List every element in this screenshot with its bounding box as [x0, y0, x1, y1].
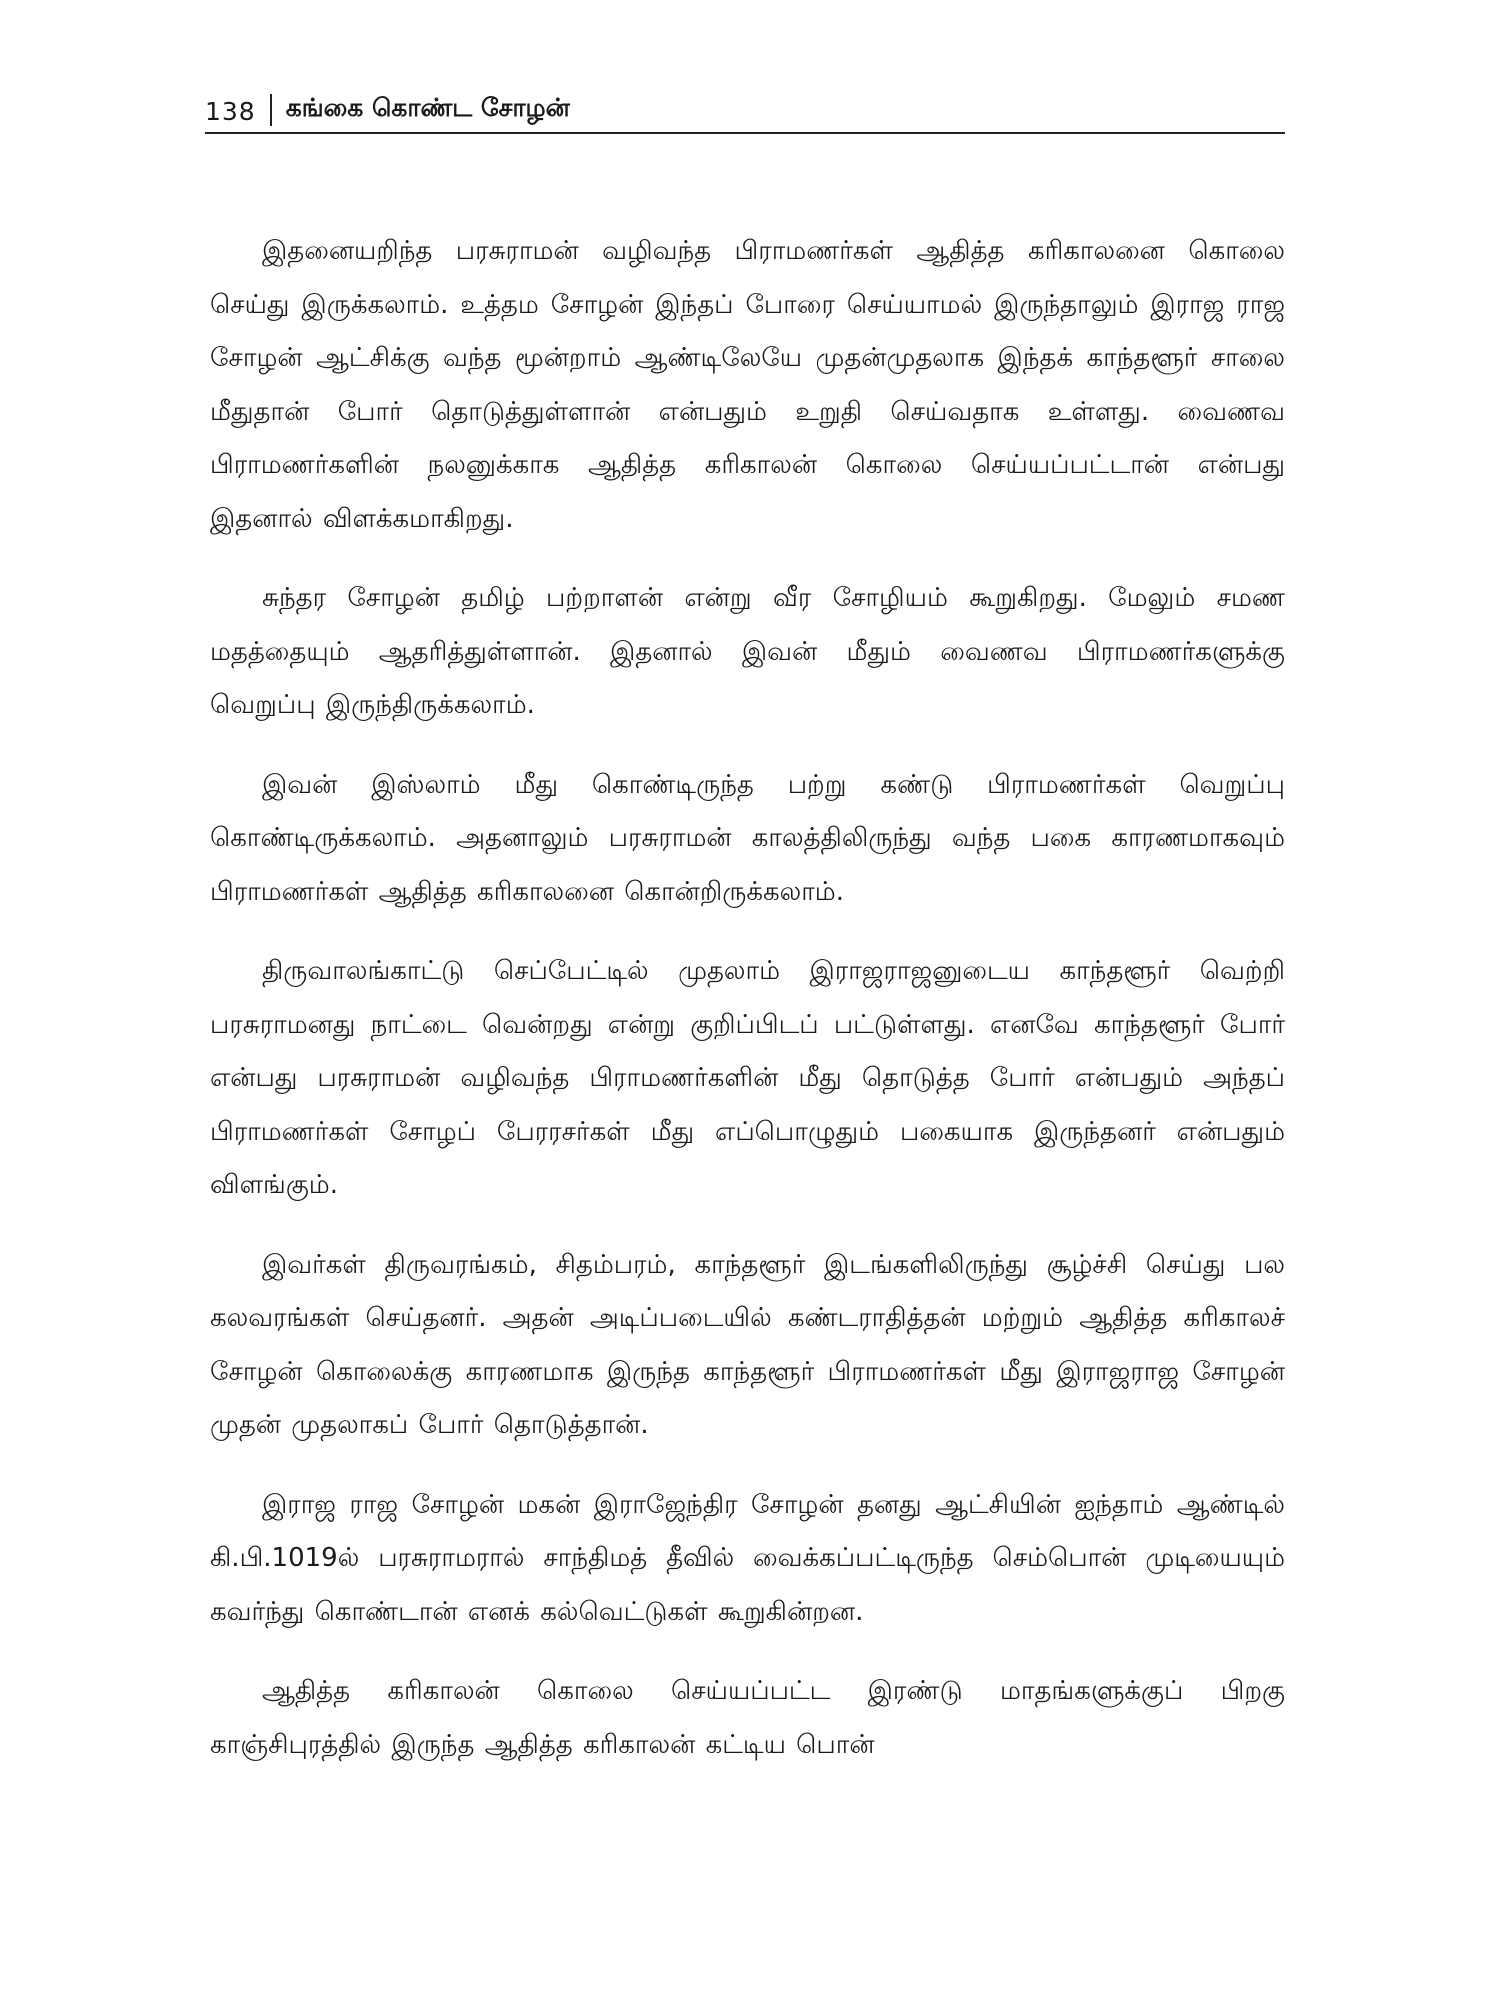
paragraph: சுந்தர சோழன் தமிழ் பற்றாளன் என்று வீர சோழியம் கூறுகிறது. மேலும் சமண மதத்தையும் ஆதரித்துள்ளான். இதனால் இவன் மீதும் வைணவ பிராமணர்களுக்கு வெறுப்பு இருந்திருக்கலாம்.	[210, 583, 1285, 720]
paragraph: இவர்கள் திருவரங்கம், சிதம்பரம், காந்தளூர் இடங்களிலிருந்து சூழ்ச்சி செய்து பல கலவரங்கள் செய்தனர். அதன் அடிப்படையில் கண்டராதித்தன் மற்றும் ஆதித்த கரிகாலச் சோழன் கொலைக்கு காரணமாக இருந்த காந்தளூர் பிராமணர்கள் மீது இராஜராஜ சோழன் முதன் முதலாகப் போர் தொடுத்தான்.	[210, 1249, 1285, 1440]
book-title: கங்கை கொண்ட சோழன்	[285, 93, 570, 122]
paragraph: திருவாலங்காட்டு செப்பேட்டில் முதலாம் இராஜராஜனுடைய காந்தளூர் வெற்றி பரசுராமனது நாட்டை வென்றது என்று குறிப்பிடப் பட்டுள்ளது. எனவே காந்தளூர் போர் என்பது பரசுராமன் வழிவந்த பிராமணர்களின் மீது தொடுத்த போர் என்பதும் அந்தப் பிராமணர்கள் சோழப் பேரரசர்கள் மீது எப்பொழுதும் பகையாக இருந்தனர் என்பதும் விளங்கும்.	[210, 956, 1285, 1200]
paragraph: இராஜ ராஜ சோழன் மகன் இராஜேந்திர சோழன் தனது ஆட்சியின் ஐந்தாம் ஆண்டில் கி.பி.1019ல் பரசுராமரால் சாந்திமத் தீவில் வைக்கப்பட்டிருந்த செம்பொன் முடியையும் கவர்ந்து கொண்டான் எனக் கல்வெட்டுகள் கூறுகின்றன.	[210, 1489, 1285, 1627]
paragraph: இவன் இஸ்லாம் மீது கொண்டிருந்த பற்று கண்டு பிராமணர்கள் வெறுப்பு கொண்டிருக்கலாம். அதனாலும் பரசுராமன் காலத்திலிருந்து வந்த பகை காரணமாகவும் பிராமணர்கள் ஆதித்த கரிகாலனை கொன்றிருக்கலாம்.	[210, 769, 1285, 907]
paragraph: ஆதித்த கரிகாலன் கொலை செய்யப்பட்ட இரண்டு மாதங்களுக்குப் பிறகு காஞ்சிபுரத்தில் இருந்த ஆதித்த கரிகாலன் கட்டிய பொன்	[210, 1676, 1285, 1760]
page-number: 138	[205, 97, 256, 126]
running-header	[205, 82, 1285, 134]
body-text	[210, 225, 1285, 1798]
paragraph: இதனையறிந்த பரசுராமன் வழிவந்த பிராமணர்கள் ஆதித்த கரிகாலனை கொலை செய்து இருக்கலாம். உத்தம சோழன் இந்தப் போரை செய்யாமல் இருந்தாலும் இராஜ ராஜ சோழன் ஆட்சிக்கு வந்த மூன்றாம் ஆண்டிலேயே முதன்முதலாக இந்தக் காந்தளூர் சாலை மீதுதான் போர் தொடுத்துள்ளான் என்பதும் உறுதி செய்வதாக உள்ளது. வைணவ பிராமணர்களின் நலனுக்காக ஆதித்த கரிகாலன் கொலை செய்யப்பட்டான் என்பது இதனால் விளக்கமாகிறது.	[210, 236, 1285, 534]
header-divider	[270, 94, 272, 126]
